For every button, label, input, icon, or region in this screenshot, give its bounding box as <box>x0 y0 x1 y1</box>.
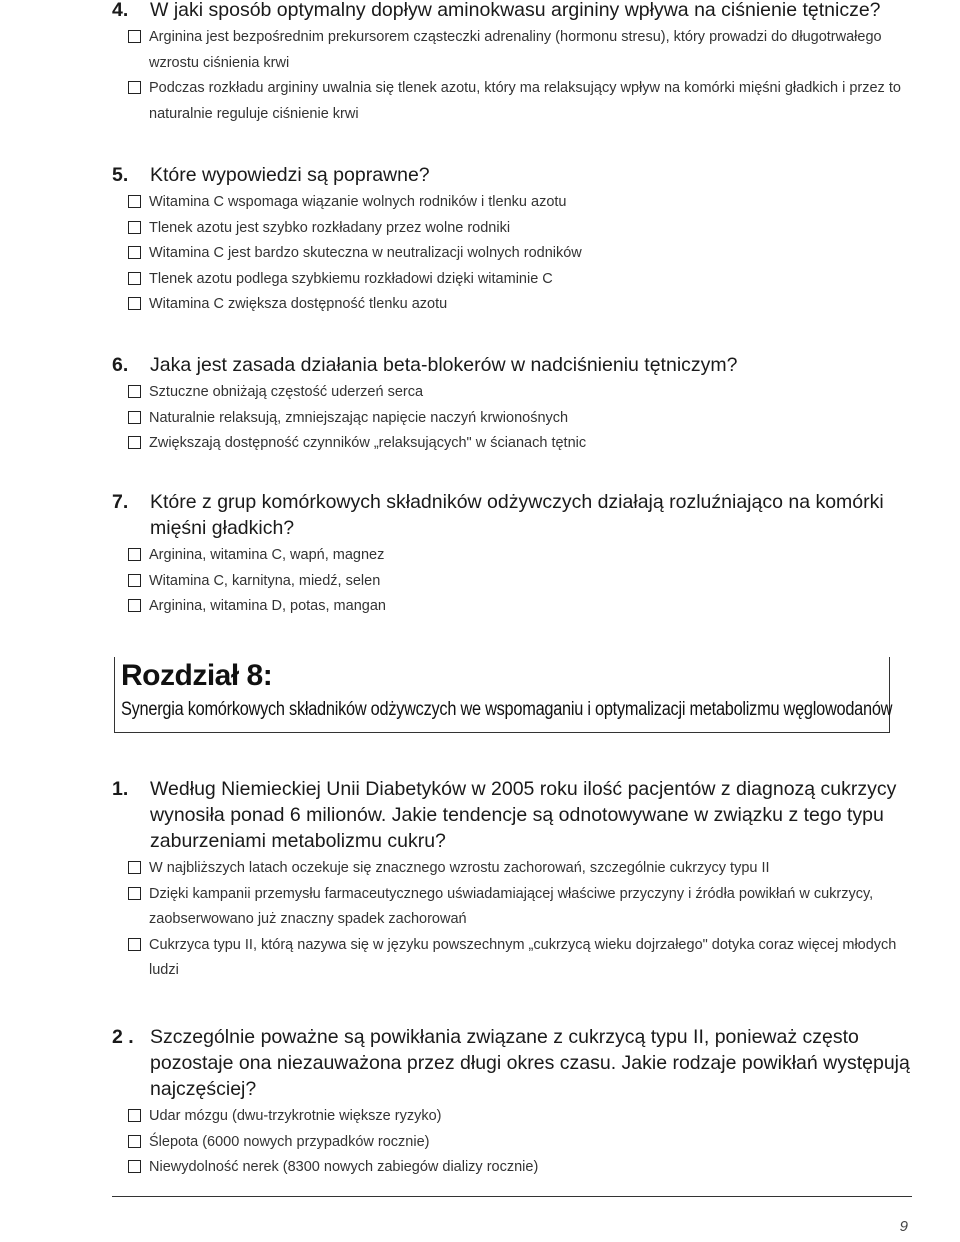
question-heading <box>112 489 912 541</box>
option-text: Ślepota (6000 nowych przypadków rocznie) <box>149 1133 430 1150</box>
checkbox[interactable] <box>128 548 141 561</box>
question-4 <box>112 0 912 127</box>
option-text: Witamina C zwiększa dostępność tlenku azotu <box>149 296 448 312</box>
question-5 <box>112 162 912 318</box>
option-text: Tlenek azotu jest szybko rozkładany przez wolne rodniki <box>149 219 511 236</box>
option-text: Witamina C wspomaga wiązanie wolnych rodników i tlenku azotu <box>149 194 567 210</box>
page-number: 9 <box>899 1218 908 1235</box>
answer-option[interactable] <box>128 76 912 127</box>
question-text: Szczególnie poważne są powikłania związane z cukrzycą typu II, ponieważ często pozostaje ona niezauważona przez długi okres czasu. Jakie rodzaje powikłań występują najczęściej? <box>150 1026 910 1100</box>
question-number: 6. <box>112 354 129 376</box>
checkbox[interactable] <box>128 861 141 874</box>
question-heading <box>112 352 912 378</box>
answer-option[interactable] <box>128 594 912 620</box>
option-text: Udar mózgu (dwu-trzykrotnie większe ryzyko) <box>149 1108 442 1124</box>
option-text: Cukrzyca typu II, którą nazywa się w języku powszechnym „cukrzycą wieku dojrzałego" dotyka coraz więcej młodych ludzi <box>149 936 897 978</box>
question-number: 4. <box>112 0 129 21</box>
checkbox[interactable] <box>128 574 141 587</box>
option-text: W najbliższych latach oczekuje się znacznego wzrostu zachorowań, szczególnie cukrzycy typu II <box>149 860 770 876</box>
question-heading <box>112 776 912 854</box>
answer-option[interactable] <box>128 569 912 595</box>
question-heading <box>112 0 912 23</box>
answer-options <box>128 380 912 457</box>
option-text: Arginina, witamina C, wapń, magnez <box>149 547 385 563</box>
option-text: Podczas rozkładu argininy uwalnia się tlenek azotu, który ma relaksujący wpływ na komórki mięśni gładkich i przez to naturalnie reguluje ciśnienie krwi <box>149 80 901 122</box>
question-heading <box>112 1024 912 1102</box>
answer-options <box>128 856 912 984</box>
option-text: Tlenek azotu podlega szybkiemu rozkładowi dzięki witaminie C <box>149 270 553 287</box>
checkbox[interactable] <box>128 599 141 612</box>
chapter-question-2 <box>112 1024 912 1181</box>
checkbox[interactable] <box>128 411 141 424</box>
chapter-question-1 <box>112 776 912 984</box>
option-text: Sztuczne obniżają częstość uderzeń serca <box>149 384 424 400</box>
option-text: Dzięki kampanii przemysłu farmaceutycznego uświadamiającej właściwe przyczyny i źródła powikłań w cukrzycy, zaobserwowano już znaczny spadek zachorowań <box>149 885 874 927</box>
option-text: Arginina, witamina D, potas, mangan <box>149 598 386 614</box>
answer-option[interactable] <box>128 431 912 457</box>
answer-option[interactable] <box>128 933 912 984</box>
answer-option[interactable] <box>128 882 912 933</box>
checkbox[interactable] <box>128 272 141 285</box>
checkbox[interactable] <box>128 297 141 310</box>
answer-options <box>128 190 912 318</box>
question-text: Jaka jest zasada działania beta-blokerów w nadciśnieniu tętniczym? <box>150 354 738 376</box>
checkbox[interactable] <box>128 246 141 259</box>
answer-option[interactable] <box>128 216 912 242</box>
checkbox[interactable] <box>128 1160 141 1173</box>
answer-option[interactable] <box>128 543 912 569</box>
option-text: Witamina C, karnityna, miedź, selen <box>149 572 381 589</box>
checkbox[interactable] <box>128 30 141 43</box>
question-7 <box>112 489 912 620</box>
chapter-subtitle: Synergia komórkowych składników odżywczych we wspomaganiu i optymalizacji metabolizmu węglowodanów <box>121 699 893 720</box>
option-text: Niewydolność nerek (8300 nowych zabiegów dializy rocznie) <box>149 1159 539 1175</box>
checkbox[interactable] <box>128 81 141 94</box>
option-text: Zwiększają dostępność czynników „relaksujących" w ścianach tętnic <box>149 435 587 451</box>
answer-option[interactable] <box>128 1155 912 1181</box>
answer-option[interactable] <box>128 267 912 293</box>
checkbox[interactable] <box>128 938 141 951</box>
chapter-heading <box>114 657 893 733</box>
answer-option[interactable] <box>128 190 912 216</box>
question-text: Które z grup komórkowych składników odżywczych działają rozluźniająco na komórki mięśni gładkich? <box>150 491 884 539</box>
answer-options <box>128 1104 912 1181</box>
answer-options <box>128 25 912 127</box>
answer-option[interactable] <box>128 1104 912 1130</box>
question-number: 2 . <box>112 1026 134 1048</box>
question-number: 1. <box>112 778 129 800</box>
checkbox[interactable] <box>128 1109 141 1122</box>
answer-option[interactable] <box>128 406 912 432</box>
checkbox[interactable] <box>128 385 141 398</box>
answer-option[interactable] <box>128 25 912 76</box>
question-heading <box>112 162 912 188</box>
question-text: Według Niemieckiej Unii Diabetyków w 2005 roku ilość pacjentów z diagnozą cukrzycy wynosiła ponad 6 milionów. Jakie tendencje są odnotowywane w związku z tego typu zaburzeniami metabolizmu cukru? <box>150 778 897 852</box>
question-number: 7. <box>112 491 129 513</box>
option-text: Naturalnie relaksują, zmniejszając napięcie naczyń krwionośnych <box>149 409 569 426</box>
chapter-title: Rozdział 8: <box>121 659 273 692</box>
option-text: Arginina jest bezpośrednim prekursorem cząsteczki adrenaliny (hormonu stresu), który prowadzi do długotrwałego wzrostu ciśnienia krwi <box>149 29 882 71</box>
question-6 <box>112 352 912 457</box>
checkbox[interactable] <box>128 887 141 900</box>
answer-option[interactable] <box>128 1130 912 1156</box>
question-number: 5. <box>112 164 129 186</box>
checkbox[interactable] <box>128 436 141 449</box>
footer-divider <box>112 1196 912 1197</box>
answer-options <box>128 543 912 620</box>
answer-option[interactable] <box>128 856 912 882</box>
answer-option[interactable] <box>128 380 912 406</box>
option-text: Witamina C jest bardzo skuteczna w neutralizacji wolnych rodników <box>149 245 582 261</box>
checkbox[interactable] <box>128 1135 141 1148</box>
checkbox[interactable] <box>128 221 141 234</box>
question-text: W jaki sposób optymalny dopływ aminokwasu argininy wpływa na ciśnienie tętnicze? <box>150 0 881 21</box>
answer-option[interactable] <box>128 292 912 318</box>
answer-option[interactable] <box>128 241 912 267</box>
question-text: Które wypowiedzi są poprawne? <box>150 164 430 186</box>
checkbox[interactable] <box>128 195 141 208</box>
